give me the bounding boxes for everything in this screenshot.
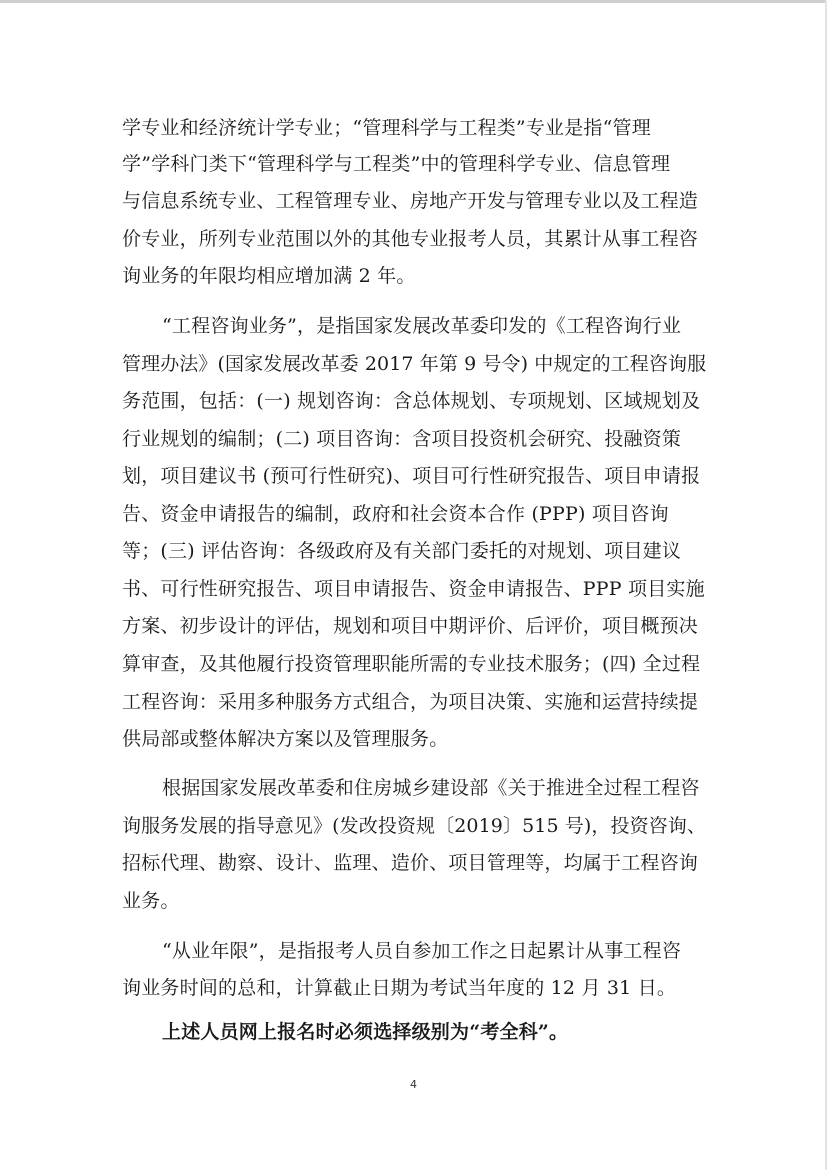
text-line: 与信息系统专业、工程管理专业、房地产开发与管理专业以及工程造 (122, 190, 699, 212)
text-line: 行业规划的编制；(二) 项目咨询：含项目投资机会研究、投融资策 (122, 428, 682, 450)
emphasis-line: 上述人员网上报名时必须选择级别为“考全科”。 (162, 1021, 569, 1043)
top-border (0, 0, 827, 3)
text-line: “从业年限”，是指报考人员自参加工作之日起累计从事工程咨 (162, 940, 682, 962)
text-line: 告、资金申请报告的编制，政府和社会资本合作 (PPP) 项目咨询 (122, 503, 669, 525)
text-line: 方案、初步设计的评估，规划和项目中期评价、后评价，项目概预决 (122, 615, 699, 637)
text-line: 供局部或整体解决方案以及管理服务。 (122, 728, 449, 750)
text-line: 招标代理、勘察、设计、监理、造价、项目管理等，均属于工程咨询 (122, 852, 699, 874)
text-line: 询服务发展的指导意见》(发改投资规〔2019〕515 号)，投资咨询、 (122, 815, 706, 837)
text-line: 等；(三) 评估咨询：各级政府及有关部门委托的对规划、项目建议 (122, 540, 682, 562)
text-line: 询业务时间的总和，计算截止日期为考试当年度的 12 月 31 日。 (122, 977, 677, 999)
text-line: 管理办法》(国家发展改革委 2017 年第 9 号令) 中规定的工程咨询服 (122, 353, 707, 375)
text-line: 业务。 (122, 890, 180, 912)
text-line: 务范围，包括：(一) 规划咨询：含总体规划、专项规划、区域规划及 (122, 390, 701, 412)
text-line: 价专业，所列专业范围以外的其他专业报考人员，其累计从事工程咨 (122, 228, 699, 250)
text-line: 根据国家发展改革委和住房城乡建设部《关于推进全过程工程咨 (162, 777, 700, 799)
page-number: 4 (410, 1078, 417, 1091)
text-line: 划，项目建议书 (预可行性研究)、项目可行性研究报告、项目申请报 (122, 465, 701, 487)
text-line: 书、可行性研究报告、项目申请报告、资金申请报告、PPP 项目实施 (122, 578, 705, 600)
text-line: 学专业和经济统计学专业；“管理科学与工程类”专业是指“管理 (122, 117, 651, 139)
text-line: 学”学科门类下“管理科学与工程类”中的管理科学专业、信息管理 (122, 153, 671, 175)
text-line: “工程咨询业务”，是指国家发展改革委印发的《工程咨询行业 (162, 315, 682, 337)
text-line: 算审查，及其他履行投资管理职能所需的专业技术服务；(四) 全过程 (122, 653, 701, 675)
text-line: 工程咨询：采用多种服务方式组合，为项目决策、实施和运营持续提 (122, 691, 699, 713)
text-line: 询业务的年限均相应增加满 2 年。 (122, 265, 416, 287)
